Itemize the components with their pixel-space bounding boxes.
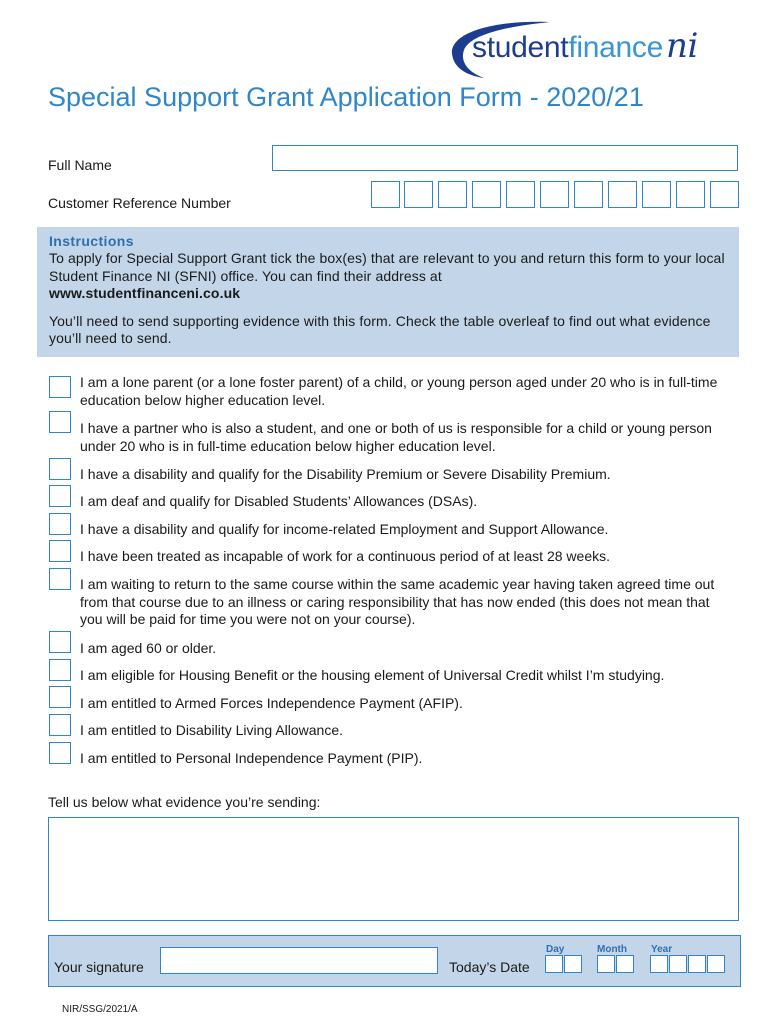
full-name-label: Full Name bbox=[48, 157, 112, 173]
option-label: I am entitled to Personal Independence Payment (PIP). bbox=[80, 750, 423, 766]
evidence-textarea[interactable] bbox=[48, 817, 739, 921]
year-digit-box[interactable] bbox=[688, 955, 706, 973]
logo-student-text: student bbox=[472, 31, 569, 64]
option-checkbox[interactable] bbox=[49, 686, 71, 708]
day-digit-box[interactable] bbox=[545, 955, 563, 973]
instructions-evidence-text: You’ll need to send supporting evidence with this form. Check the table overleaf to find out what evidence you’ll need to send. bbox=[49, 312, 711, 346]
option-checkbox[interactable] bbox=[49, 631, 71, 653]
crn-digit-box[interactable] bbox=[710, 181, 739, 208]
day-label: Day bbox=[546, 944, 565, 955]
website-link[interactable]: www.studentfinanceni.co.uk bbox=[49, 285, 241, 301]
crn-digit-box[interactable] bbox=[404, 181, 433, 208]
crn-digit-box[interactable] bbox=[608, 181, 637, 208]
option-label: I am eligible for Housing Benefit or the housing element of Universal Credit whilst I’m studying. bbox=[80, 667, 665, 683]
option-label: I have a disability and qualify for income-related Employment and Support Allowance. bbox=[80, 521, 609, 537]
crn-digit-box[interactable] bbox=[472, 181, 501, 208]
crn-digit-box[interactable] bbox=[540, 181, 569, 208]
logo-ni-text: ni bbox=[665, 26, 699, 66]
crn-digit-box[interactable] bbox=[371, 181, 400, 208]
option-checkbox[interactable] bbox=[49, 411, 71, 433]
todays-date-label: Today’s Date bbox=[449, 959, 530, 975]
signature-label: Your signature bbox=[54, 959, 144, 975]
instructions-heading: Instructions bbox=[49, 233, 134, 249]
option-label: I have a partner who is also a student, and one or both of us is responsible for a child or young person under 20 who is in full-time education below higher education level. bbox=[80, 420, 712, 454]
option-checkbox[interactable] bbox=[49, 714, 71, 736]
month-digit-box[interactable] bbox=[616, 955, 634, 973]
option-label: I am aged 60 or older. bbox=[80, 640, 217, 656]
month-label: Month bbox=[597, 944, 627, 955]
option-checkbox[interactable] bbox=[49, 568, 71, 590]
evidence-label: Tell us below what evidence you’re sending: bbox=[48, 794, 321, 810]
crn-label: Customer Reference Number bbox=[48, 195, 231, 211]
option-label: I am a lone parent (or a lone foster parent) of a child, or young person aged under 20 who is in full-time education below higher education level. bbox=[80, 374, 718, 408]
option-checkbox[interactable] bbox=[49, 742, 71, 764]
month-digit-box[interactable] bbox=[597, 955, 615, 973]
option-checkbox[interactable] bbox=[49, 458, 71, 480]
year-digit-box[interactable] bbox=[707, 955, 725, 973]
option-label: I am entitled to Disability Living Allowance. bbox=[80, 722, 344, 738]
option-label: I have a disability and qualify for the Disability Premium or Severe Disability Premium. bbox=[80, 466, 611, 482]
option-checkbox[interactable] bbox=[49, 659, 71, 681]
crn-digit-box[interactable] bbox=[574, 181, 603, 208]
crn-digit-box[interactable] bbox=[438, 181, 467, 208]
day-digit-box[interactable] bbox=[564, 955, 582, 973]
option-label: I am entitled to Armed Forces Independence Payment (AFIP). bbox=[80, 695, 463, 711]
logo-finance-text: finance bbox=[568, 31, 663, 64]
form-code: NIR/SSG/2021/A bbox=[62, 1004, 138, 1015]
option-label: I am deaf and qualify for Disabled Students’ Allowances (DSAs). bbox=[80, 493, 478, 509]
option-checkbox[interactable] bbox=[49, 485, 71, 507]
crn-digit-box[interactable] bbox=[676, 181, 705, 208]
crn-digit-box[interactable] bbox=[642, 181, 671, 208]
option-label: I am waiting to return to the same course within the same academic year having taken agreed time out from that course due to an illness or caring responsibility that has now ended (this does not mean that you will be paid for time you were not on your course). bbox=[80, 576, 715, 627]
option-checkbox[interactable] bbox=[49, 513, 71, 535]
year-digit-box[interactable] bbox=[669, 955, 687, 973]
option-checkbox[interactable] bbox=[49, 376, 71, 398]
year-label: Year bbox=[651, 944, 673, 955]
student-finance-ni-logo bbox=[440, 18, 745, 80]
instructions-panel bbox=[37, 227, 739, 357]
option-checkbox[interactable] bbox=[49, 540, 71, 562]
crn-digit-box[interactable] bbox=[506, 181, 535, 208]
full-name-input[interactable] bbox=[272, 145, 738, 171]
year-digit-box[interactable] bbox=[650, 955, 668, 973]
instructions-text: To apply for Special Support Grant tick the box(es) that are relevant to you and return this form to your local Student Finance NI (SFNI) office. You can find their address at bbox=[49, 250, 725, 284]
option-label: I have been treated as incapable of work for a continuous period of at least 28 weeks. bbox=[80, 548, 610, 564]
form-title: Special Support Grant Application Form - 2020/21 bbox=[48, 82, 644, 112]
signature-input[interactable] bbox=[160, 947, 438, 974]
